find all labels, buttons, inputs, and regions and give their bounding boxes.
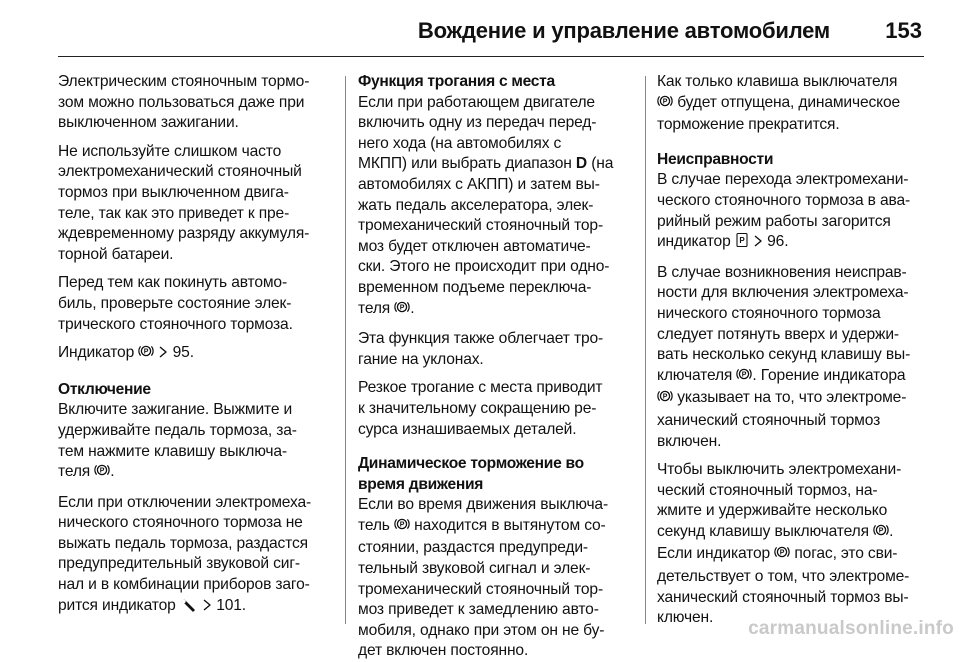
svg-text:P: P: [779, 550, 785, 558]
text-line: Включите зажигание. Выжмите и: [58, 401, 293, 419]
text-line: ческий стояночный тормоз, на-: [657, 481, 878, 499]
text-line: стоянии, раздастся предупреди-: [358, 539, 588, 557]
text-line: ски. Этого не происходит при одно-: [358, 258, 610, 276]
column-2: [345, 73, 636, 660]
text-line: нического стояночного тормоза: [657, 304, 881, 322]
svg-text:P: P: [878, 527, 884, 535]
text-line: ключен.: [657, 609, 714, 627]
section-heading-dynamic: [358, 454, 636, 495]
column-3: [645, 73, 926, 627]
parking-brake-icon: [94, 462, 110, 485]
text-line: электромеханический стояночный: [58, 163, 302, 181]
text-line: нического стояночного тормоза не: [58, 514, 303, 532]
text-line: жать педаль акселератора, элек-: [358, 196, 594, 214]
paragraph: Как только клавиша выключателя P будет отпущена, динамическое торможение прекратится.: [657, 73, 901, 134]
text-line: детельствует о том, что электроме-: [657, 568, 910, 586]
text-line: ханический стояночный тормоз вы-: [657, 588, 909, 606]
parking-brake-icon: [394, 299, 410, 322]
parking-brake-icon: [774, 544, 790, 567]
text-line: ждевременному разряду аккумуля-: [58, 225, 310, 243]
text-line: В случае возникновения неисправ-: [657, 263, 907, 281]
watermark: carmanualsonline.info: [748, 618, 954, 639]
page-reference-icon: [202, 598, 212, 619]
text-line: включен.: [657, 432, 722, 450]
text-line: В случае перехода электромехани-: [657, 171, 909, 189]
svg-text:P: P: [100, 467, 105, 475]
text-line: нал и в комбинации приборов заго-: [58, 576, 310, 594]
text-line: Электрическим стояночным тормо-: [58, 73, 310, 90]
paragraph: В случае перехода электромехани- ческого стояночного тормоза в ава- рийный режим работы загорится индикатор P 96.: [657, 170, 926, 254]
text-line: автомобилях с АКПП) и затем вы-: [358, 175, 600, 193]
text-line: дет включен постоянно.: [358, 642, 529, 660]
svg-text:P: P: [739, 236, 745, 246]
text-line: Если при отключении электромеха-: [58, 493, 312, 511]
text-line: следует потянуть вверх и удержи-: [657, 325, 899, 343]
text-line: Не используйте слишком часто: [58, 142, 282, 160]
svg-text:P: P: [400, 304, 405, 312]
text-line: ности для включения электромеха-: [657, 284, 909, 302]
text-line: Эта функция также облегчает тро-: [358, 330, 604, 348]
text-line: удерживайте педаль тормоза, за-: [58, 421, 297, 439]
parking-brake-icon: [736, 366, 752, 389]
text-line: сурса изнашиваемых деталей.: [358, 420, 577, 438]
text-line: тромеханический стояночный тор-: [358, 217, 603, 235]
parking-brake-icon: [394, 516, 410, 539]
svg-text:P: P: [662, 98, 668, 106]
column-1: [58, 73, 328, 624]
svg-text:P: P: [144, 348, 149, 356]
text-line: тромеханический стояночный тор-: [358, 580, 603, 598]
text-line: к значительному сокращению ре-: [358, 399, 597, 417]
page-reference-icon: [158, 345, 168, 366]
text-line: зом можно пользоваться даже при: [58, 93, 305, 111]
page-title: Вождение и управление автомобилем: [417, 18, 830, 43]
text-line: Перед тем как покинуть автомо-: [58, 274, 287, 292]
text-line: теле, так как это приведет к пре-: [58, 204, 290, 222]
text-line: мобиля, однако при этом он не бу-: [358, 621, 605, 639]
text-line: жмите и удерживайте несколько: [657, 502, 888, 520]
page-number: 153: [885, 18, 922, 43]
paragraph: Если при работающем двигателе включить одну из передач перед- него хода (на автомобилях с МКПП) или выбрать диапазон D (на автомобилях с АКПП) и затем вы- жать педаль акселератора, элек- тромеханический стояночный тор- моз будет отключен автоматиче- ски. Этого не происходит при одно- временном подъеме переключа- теля P .: [358, 93, 636, 322]
text-line: ческого стояночного тормоза в ава-: [657, 191, 911, 209]
text-line: моз будет отключен автоматиче-: [358, 237, 591, 255]
section-heading-off: Отключение: [58, 380, 151, 398]
parking-brake-icon: [657, 388, 673, 411]
text-line: вать несколько секунд клавишу вы-: [657, 346, 911, 364]
paragraph: [358, 329, 636, 370]
text-line: биль, проверьте состояние элек-: [58, 294, 292, 312]
paragraph: Включите зажигание. Выжмите и удерживайте педаль тормоза, за- тем нажмите клавишу выключа- теля P .: [58, 400, 328, 484]
text-line: Резкое трогание с места приводит: [358, 379, 603, 397]
paragraph: [58, 273, 328, 335]
paragraph: Чтобы выключить электромехани- ческий стояночный тормоз, на- жмите и удерживайте несколько секунд клавишу выключателя P . Если индикатор P погас, это сви- детельствует о том, что электроме- ханический стояночный тормоз вы- ключен.: [657, 460, 926, 629]
parking-brake-icon: [873, 522, 889, 545]
text-line: выжать педаль тормоза, раздастся: [58, 534, 308, 552]
text-line: трического стояночного тормоза.: [58, 315, 293, 333]
text-line: него хода (на автомобилях с: [358, 134, 562, 152]
text-line: временном подъеме переключа-: [358, 278, 592, 296]
text-line: тормоз при выключенном двига-: [58, 183, 289, 201]
text-line: Чтобы выключить электромехани-: [657, 461, 902, 479]
svg-text:P: P: [399, 521, 405, 529]
paragraph: В случае возникновения неисправ- ности для включения электромеха- нического стояночного тормоза следует потянуть вверх и удержи- вать несколько секунд клавишу вы- ключателя P . Горение индикатора P указывает на то, что электроме- ханический стояночный тормоз включен.: [657, 263, 926, 452]
text-line: ханический стояночный тормоз: [657, 411, 881, 429]
page-header: [58, 0, 924, 57]
text-line: Динамическое торможение во: [358, 455, 584, 473]
text-line: торной батареи.: [58, 245, 174, 263]
wrench-icon: [180, 598, 198, 619]
paragraph: [58, 72, 328, 134]
text-line: предупредительный звуковой сиг-: [58, 555, 300, 573]
section-heading-start: Функция трогания с места: [358, 73, 555, 90]
parking-brake-icon: [138, 343, 154, 366]
page-reference-icon: [753, 234, 763, 255]
text-line: тельный звуковой сигнал и элек-: [358, 560, 591, 578]
text-line: гание на уклонах.: [358, 350, 484, 368]
paragraph: Если во время движения выключа- тель P находится в вытянутом со- стоянии, раздастся предупреди- тельный звуковой сигнал и элек- тромеханический стояночный тор- моз приведет к замедлению авто- мобиля, однако при этом он не бу- дет включен постоянно.: [358, 495, 636, 662]
text-line: включить одну из передач перед-: [358, 114, 597, 132]
brake-fault-icon: [735, 232, 749, 255]
svg-text:P: P: [662, 393, 668, 401]
text-line: тем нажмите клавишу выключа-: [58, 442, 287, 460]
svg-text:P: P: [742, 371, 747, 379]
paragraph: Если при отключении электромеха- нического стояночного тормоза не выжать педаль тормоза, раздастся предупредительный звуковой сиг- нал и в комбинации приборов заго- рится индикатор 101.: [58, 493, 328, 619]
section-heading-fault: Неисправности: [657, 150, 774, 168]
paragraph: Индикатор P 95.: [58, 343, 328, 366]
text-line: время движения: [358, 475, 484, 493]
text-line: Если при работающем двигателе: [358, 93, 595, 111]
text-line: рийный режим работы загорится: [657, 212, 891, 230]
text-line: моз приведет к замедлению авто-: [358, 601, 599, 619]
text-line: выключенном зажигании.: [58, 114, 239, 132]
parking-brake-icon: [657, 93, 673, 116]
paragraph: [58, 142, 328, 266]
paragraph: [358, 378, 636, 440]
